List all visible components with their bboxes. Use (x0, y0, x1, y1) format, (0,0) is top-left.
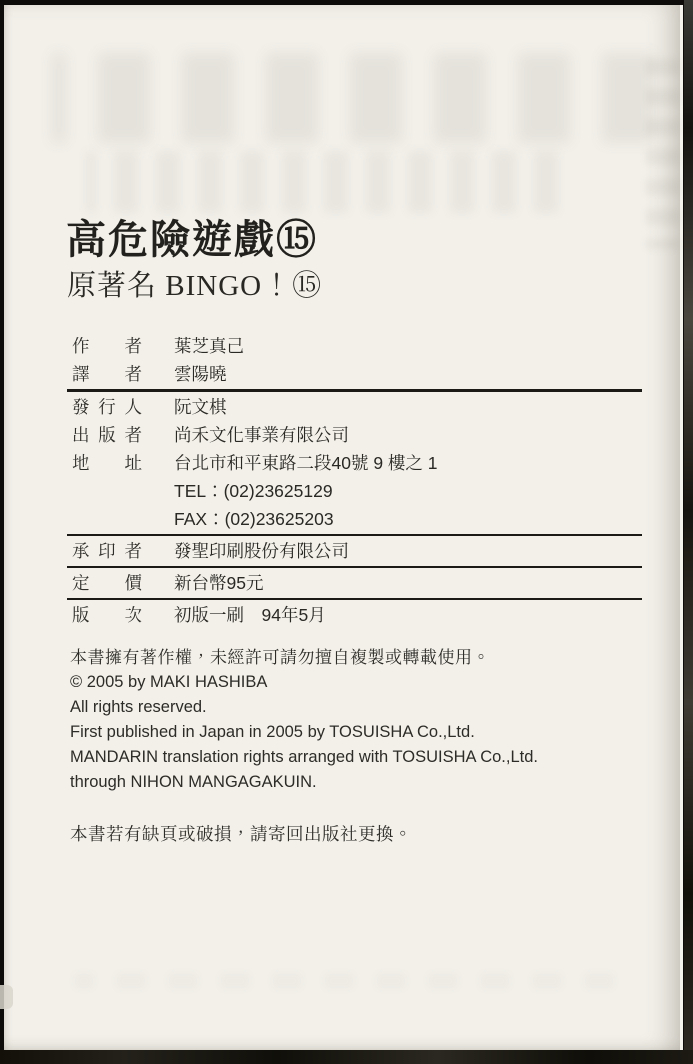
row-value: TEL：(02)23625129 (174, 481, 333, 501)
colophon-row-printer (67, 537, 642, 565)
divider (67, 389, 642, 392)
copyright-block (70, 645, 630, 795)
scan-border-bottom (0, 1050, 693, 1064)
row-label: 承印者 (72, 541, 142, 561)
colophon-row-price (67, 569, 642, 597)
copyright-line: 本書擁有著作權，未經許可請勿擅自複製或轉載使用。 (70, 648, 490, 667)
colophon-row-publisher-person (67, 393, 642, 421)
row-value: 尚禾文化事業有限公司 (174, 425, 349, 445)
row-label (72, 477, 142, 505)
row-value: 雲陽曉 (174, 364, 227, 384)
colophon-row-fax (67, 505, 642, 533)
damaged-page-notice: 本書若有缺頁或破損，請寄回出版社更換。 (70, 824, 412, 844)
row-label: 版次 (72, 605, 142, 625)
colophon-row-edition (67, 601, 642, 629)
row-label: 譯者 (72, 364, 142, 384)
divider (67, 534, 642, 536)
colophon-content (4, 5, 683, 1050)
row-label: 出版者 (72, 425, 142, 445)
colophon-row-address (67, 449, 642, 477)
page-title: 高危險遊戲⑮ (66, 218, 318, 262)
copyright-line: First published in Japan in 2005 by TOSUISHA Co.,Ltd. (70, 723, 475, 741)
row-label: 發行人 (72, 397, 142, 417)
row-label (72, 505, 142, 533)
copyright-line: All rights reserved. (70, 698, 207, 716)
colophon-row-publisher-company (67, 421, 642, 449)
row-value: 葉芝真己 (174, 336, 244, 356)
colophon-row-author (67, 332, 642, 360)
copyright-line: through NIHON MANGAGAKUIN. (70, 773, 317, 791)
row-value: 發聖印刷股份有限公司 (174, 541, 349, 561)
row-label: 定價 (72, 573, 142, 593)
row-label: 作者 (72, 336, 142, 356)
row-value: 新台幣95元 (174, 573, 264, 593)
scan-border-right (684, 0, 693, 1064)
row-value: 台北市和平東路二段40號 9 樓之 1 (174, 453, 438, 473)
copyright-line: MANDARIN translation rights arranged with TOSUISHA Co.,Ltd. (70, 748, 538, 766)
colophon-row-tel (67, 477, 642, 505)
colophon-row-translator (67, 360, 642, 388)
row-value: 阮文棋 (174, 397, 227, 417)
divider (67, 598, 642, 600)
colophon-table (67, 332, 642, 629)
copyright-line: © 2005 by MAKI HASHIBA (70, 673, 268, 691)
book-page (4, 5, 683, 1050)
scan-edge-notch (0, 985, 13, 1009)
original-title: 原著名 BINGO！⑮ (67, 270, 323, 302)
row-label: 地址 (72, 453, 142, 473)
divider (67, 566, 642, 568)
row-value: 初版一刷 94年5月 (174, 605, 326, 625)
row-value: FAX：(02)23625203 (174, 509, 334, 529)
